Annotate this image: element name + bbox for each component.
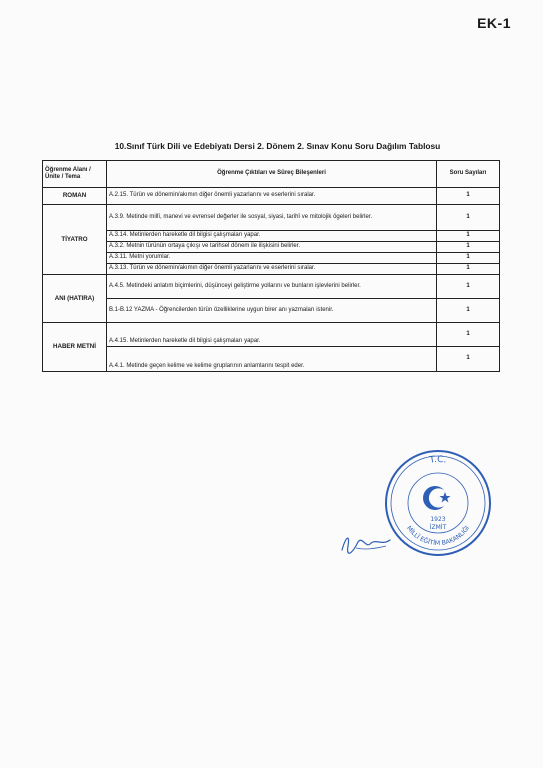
area-roman: ROMAN — [43, 188, 107, 205]
count-cell: 1 — [437, 188, 500, 205]
count-cell: 1 — [437, 323, 500, 347]
header-count: Soru Sayıları — [437, 161, 500, 188]
header-outcomes: Öğrenme Çıktıları ve Süreç Bileşenleri — [107, 161, 437, 188]
outcome-cell: A.3.9. Metinde millî, manevi ve evrensel değerler ile sosyal, siyasi, tarihî ve mitolojik ögeleri belirler. — [107, 205, 437, 231]
outcome-cell: A.3.11. Metni yorumlar. — [107, 253, 437, 264]
area-tiyatro: TİYATRO — [43, 205, 107, 275]
table-row — [43, 188, 500, 205]
count-cell: 1 — [437, 275, 500, 299]
count-cell: 1 — [437, 299, 500, 323]
outcome-cell: A.3.2. Metnin türünün ortaya çıkışı ve tarihsel dönem ile ilişkisini belirler. — [107, 242, 437, 253]
table-header-row — [43, 161, 500, 188]
table-row — [43, 231, 500, 242]
count-cell: 1 — [437, 264, 500, 275]
distribution-table — [42, 160, 500, 372]
outcome-cell: A.4.15. Metinlerden hareketle dil bilgisi çalışmaları yapar. — [107, 323, 437, 347]
area-ani: ANI (HATIRA) — [43, 275, 107, 323]
crescent-star-icon — [423, 486, 451, 510]
document-title: 10.Sınıf Türk Dili ve Edebiyatı Dersi 2. Dönem 2. Sınav Konu Soru Dağılım Tablosu — [114, 141, 441, 151]
outcome-cell: A.3.14. Metinlerden hareketle dil bilgisi çalışmaları yapar. — [107, 231, 437, 242]
page-label: EK-1 — [477, 15, 511, 31]
table-row — [43, 323, 500, 347]
seal-year: 1923 — [430, 516, 446, 523]
outcome-cell: B.1-B.12 YAZMA - Öğrencilerden türün özelliklerine uygun birer anı yazmaları istenir. — [107, 299, 437, 323]
count-cell: 1 — [437, 347, 500, 372]
area-haber: HABER METNİ — [43, 323, 107, 372]
outcome-cell: A.4.1. Metinde geçen kelime ve kelime gruplarının anlamlarını tespit eder. — [107, 347, 437, 372]
count-cell: 1 — [437, 231, 500, 242]
table-row — [43, 347, 500, 372]
table-row — [43, 299, 500, 323]
seal-center-text: İZMİT — [429, 524, 447, 531]
seal-top-text: T.C. — [428, 454, 448, 466]
count-cell: 1 — [437, 253, 500, 264]
table-row — [43, 242, 500, 253]
table-row — [43, 205, 500, 231]
table-row — [43, 264, 500, 275]
official-seal — [383, 448, 493, 558]
outcome-cell: A.2.15. Türün ve dönemin/akımın diğer önemli yazarlarını ve eserlerini sıralar. — [107, 188, 437, 205]
table-row — [43, 275, 500, 299]
count-cell: 1 — [437, 242, 500, 253]
outcome-cell: A.3.13. Türün ve dönemin/akımın diğer önemli yazarlarını ve eserlerini sıralar. — [107, 264, 437, 275]
header-area: Öğrenme Alanı / Ünite / Tema — [43, 161, 107, 188]
seal-ring-text: MİLLÎ EĞİTİM BAKANLIĞI — [404, 524, 471, 548]
outcome-cell: A.4.5. Metindeki anlatım biçimlerini, düşünceyi geliştirme yollarını ve bunların işlevlerini belirler. — [107, 275, 437, 299]
table-row — [43, 253, 500, 264]
count-cell: 1 — [437, 205, 500, 231]
